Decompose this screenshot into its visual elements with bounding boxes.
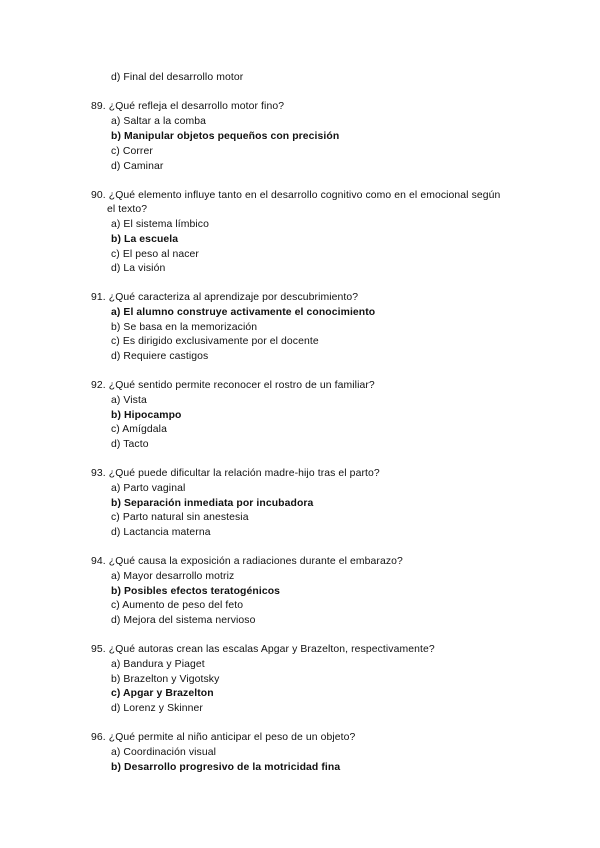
question-number: 89. [91, 101, 106, 112]
question-number: 96. [91, 732, 106, 743]
question-text: ¿Qué sentido permite reconocer el rostro de un familiar? [108, 380, 375, 391]
option-a: a) El sistema límbico [111, 219, 209, 230]
option-c: c) Correr [111, 146, 153, 157]
option-c-correct: c) Apgar y Brazelton [111, 688, 214, 699]
option-c: c) Parto natural sin anestesia [111, 512, 249, 523]
option-b-correct: b) Posibles efectos teratogénicos [111, 586, 281, 597]
question-text: ¿Qué causa la exposición a radiaciones durante el embarazo? [108, 556, 403, 567]
option-a: a) Parto vaginal [111, 483, 186, 494]
option-c: c) El peso al nacer [111, 249, 199, 260]
option-c: c) Amígdala [111, 424, 167, 435]
option-d: d) La visión [111, 263, 166, 274]
question-96 [91, 731, 355, 745]
question-95 [91, 643, 435, 657]
question-number: 95. [91, 644, 106, 655]
question-94 [91, 555, 403, 569]
option-b-correct: b) Hipocampo [111, 410, 182, 421]
question-text: ¿Qué elemento influye tanto en el desarrollo cognitivo como en el emocional según [108, 190, 501, 201]
question-text: ¿Qué caracteriza al aprendizaje por descubrimiento? [108, 292, 359, 303]
option-d: d) Lactancia materna [111, 527, 211, 538]
option-b-correct: b) Manipular objetos pequeños con precisión [111, 131, 340, 142]
question-number: 92. [91, 380, 106, 391]
option-d: d) Caminar [111, 161, 164, 172]
option-d: d) Lorenz y Skinner [111, 703, 203, 714]
question-text: ¿Qué autoras crean las escalas Apgar y Brazelton, respectivamente? [108, 644, 435, 655]
option-b-correct: b) La escuela [111, 234, 179, 245]
option-d: d) Tacto [111, 439, 149, 450]
option-a: a) Bandura y Piaget [111, 659, 205, 670]
question-93 [91, 467, 380, 481]
question-number: 94. [91, 556, 106, 567]
question-number: 91. [91, 292, 106, 303]
option-a: a) Coordinación visual [111, 747, 217, 758]
question-number: 90. [91, 190, 106, 201]
question-text: ¿Qué permite al niño anticipar el peso de un objeto? [108, 732, 356, 743]
question-89 [91, 100, 284, 114]
option-d: d) Mejora del sistema nervioso [111, 615, 256, 626]
option-a-correct: a) El alumno construye activamente el conocimiento [111, 307, 376, 318]
option-c: c) Es dirigido exclusivamente por el docente [111, 336, 319, 347]
option-b: b) Se basa en la memorización [111, 322, 258, 333]
question-92 [91, 379, 375, 393]
question-90 [91, 189, 500, 203]
question-91 [91, 291, 358, 305]
option-d: d) Requiere castigos [111, 351, 209, 362]
question-text: ¿Qué puede dificultar la relación madre-hijo tras el parto? [108, 468, 380, 479]
option-c: c) Aumento de peso del feto [111, 600, 244, 611]
option-a: a) Vista [111, 395, 147, 406]
question-text-continuation: el texto? [107, 204, 148, 215]
option-a: a) Saltar a la comba [111, 116, 206, 127]
question-text: ¿Qué refleja el desarrollo motor fino? [108, 101, 285, 112]
question-number: 93. [91, 468, 106, 479]
option-d: d) Final del desarrollo motor [111, 72, 244, 83]
option-a: a) Mayor desarrollo motriz [111, 571, 235, 582]
option-b: b) Brazelton y Vigotsky [111, 674, 220, 685]
option-b-correct: b) Separación inmediata por incubadora [111, 498, 314, 509]
option-b-correct: b) Desarrollo progresivo de la motricidad fina [111, 762, 341, 773]
